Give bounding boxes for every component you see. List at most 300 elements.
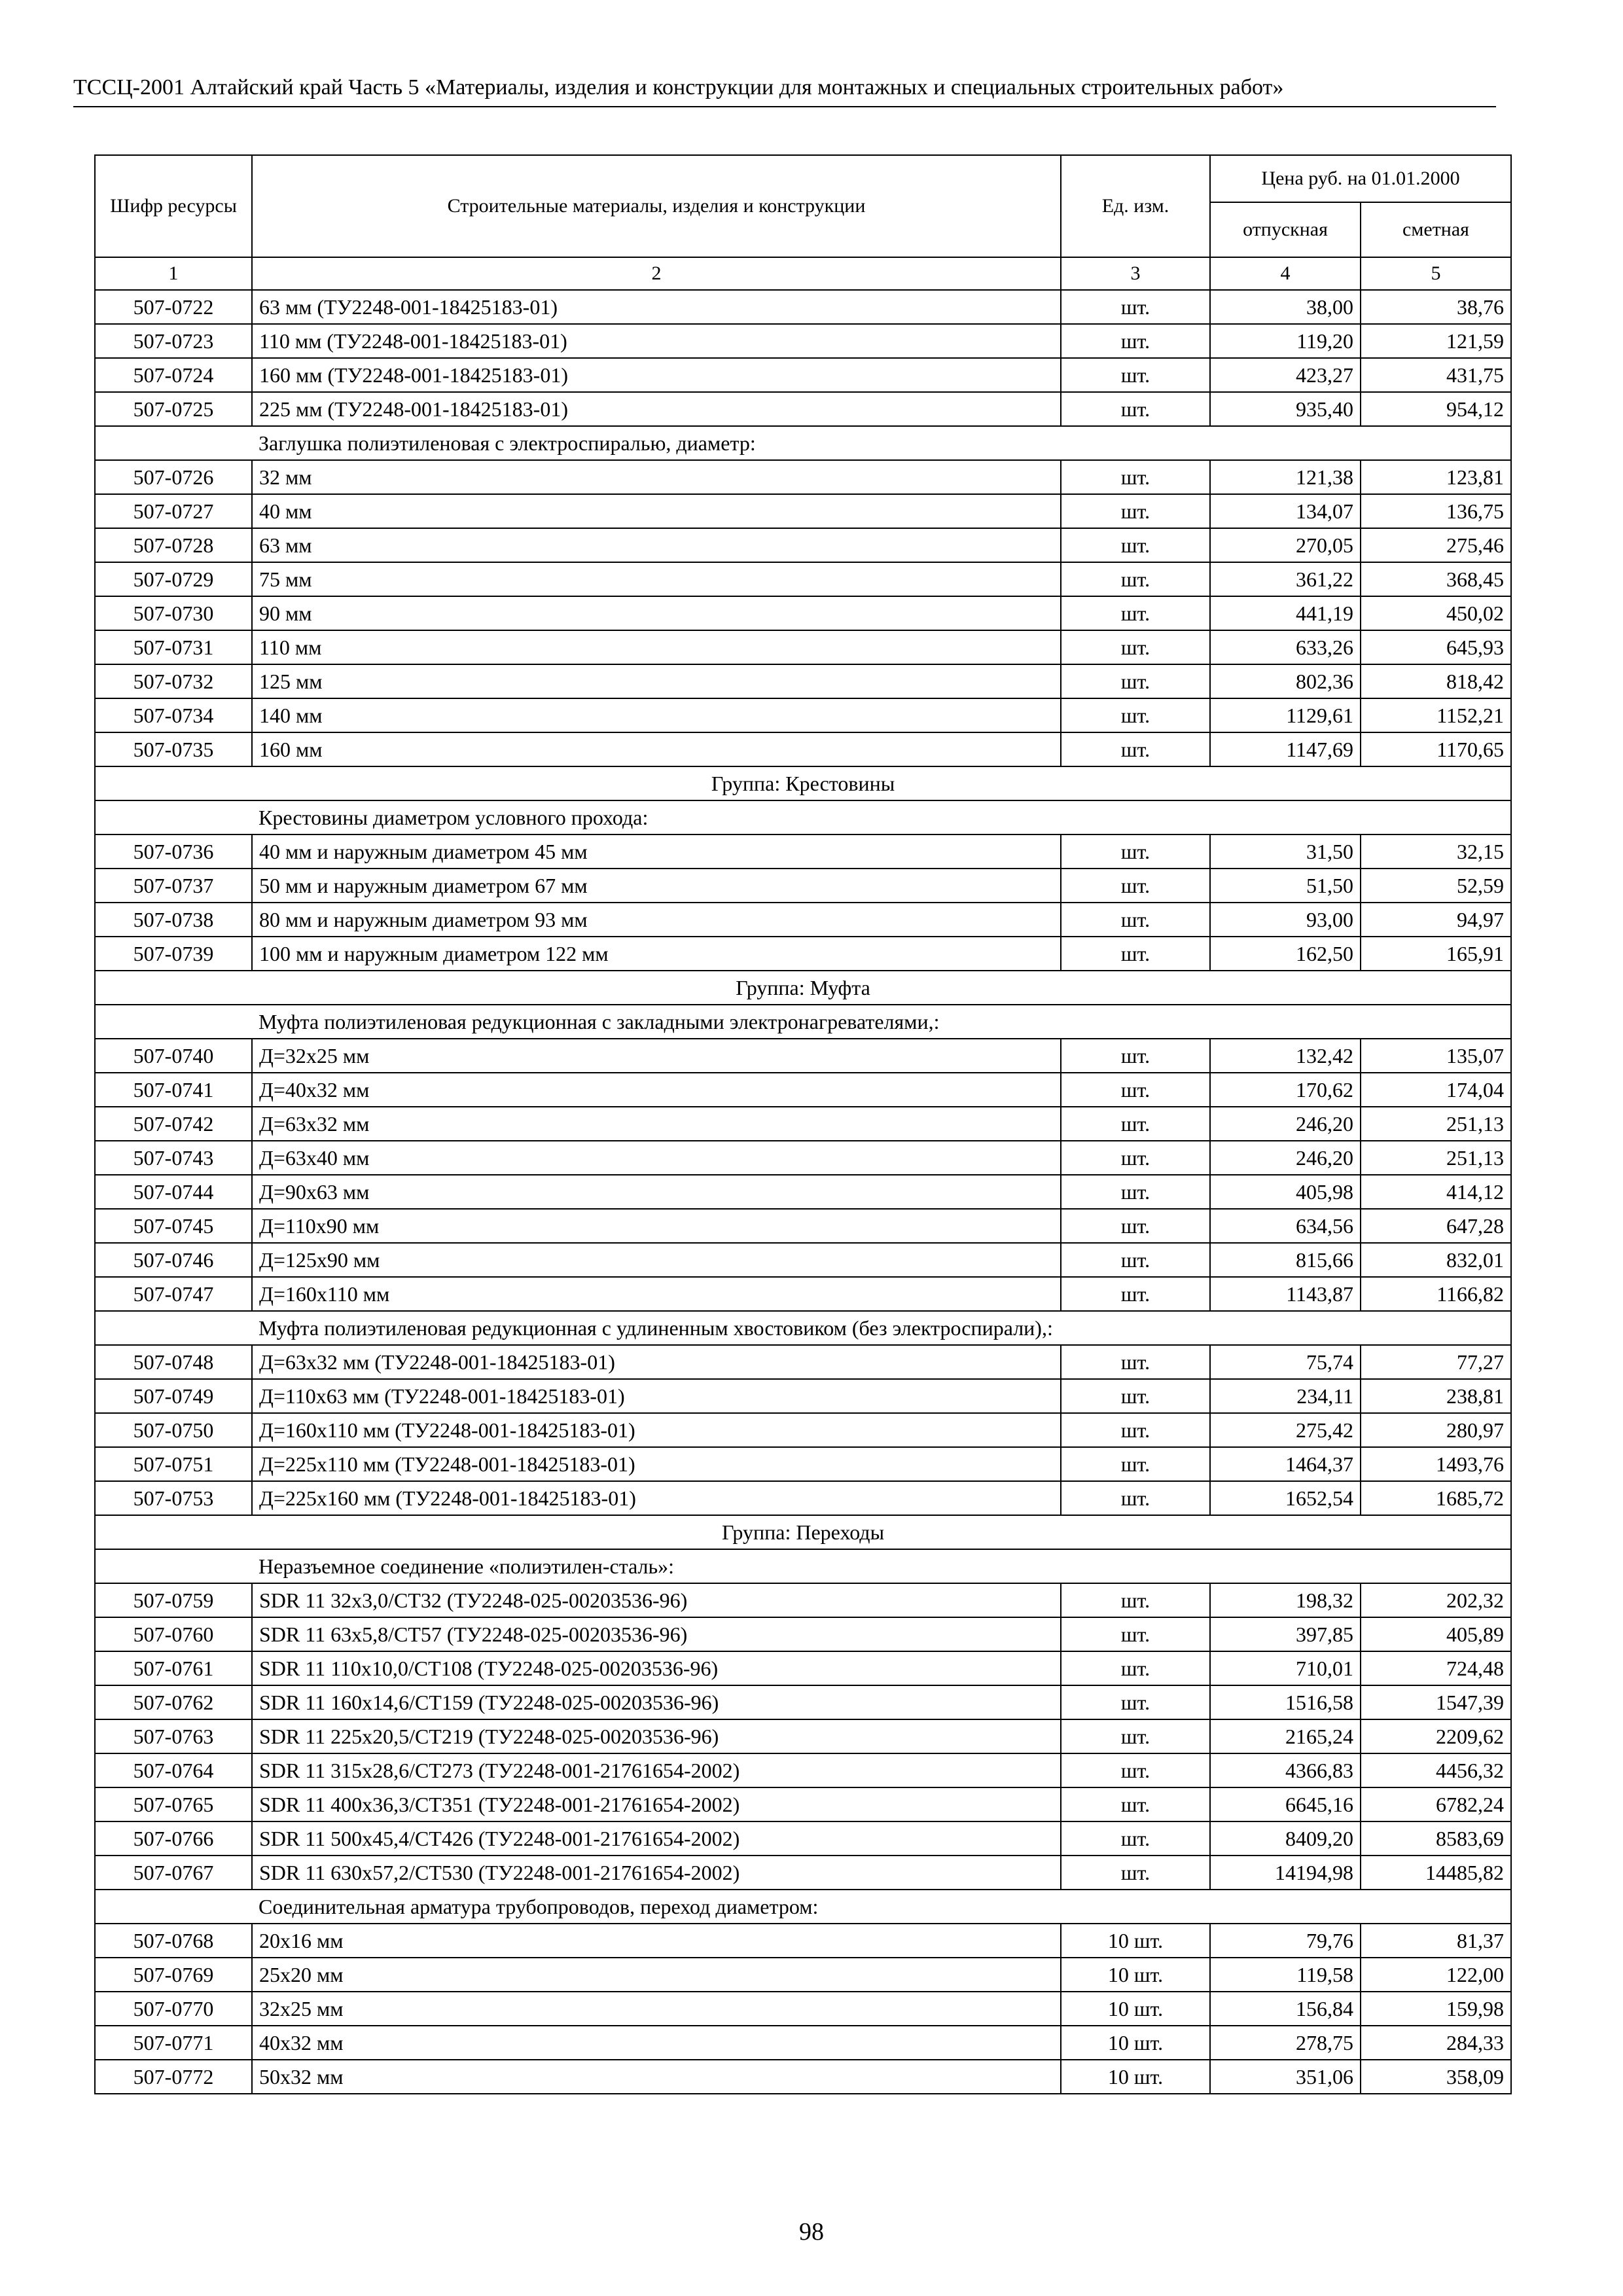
estimate-price: 1547,39 (1361, 1685, 1511, 1719)
table-row (95, 1685, 1511, 1719)
empty-cell (95, 1549, 252, 1583)
unit-of-measure: шт. (1061, 1039, 1210, 1073)
unit-of-measure: шт. (1061, 562, 1210, 596)
material-name: Д=225х160 мм (ТУ2248-001-18425183-01) (252, 1481, 1061, 1515)
material-name: SDR 11 400х36,3/СТ351 (ТУ2248-001-21761654-2002) (252, 1787, 1061, 1821)
estimate-price: 1493,76 (1361, 1447, 1511, 1481)
release-price: 246,20 (1210, 1141, 1361, 1175)
estimate-price: 251,13 (1361, 1141, 1511, 1175)
release-price: 441,19 (1210, 596, 1361, 630)
resource-code: 507-0748 (95, 1345, 252, 1379)
subheading-text: Соединительная арматура трубопроводов, переход диаметром: (252, 1890, 1511, 1924)
resource-code: 507-0747 (95, 1277, 252, 1311)
release-price: 51,50 (1210, 869, 1361, 903)
release-price: 134,07 (1210, 494, 1361, 528)
table-row (95, 528, 1511, 562)
unit-of-measure: шт. (1061, 1243, 1210, 1277)
release-price: 1652,54 (1210, 1481, 1361, 1515)
release-price: 75,74 (1210, 1345, 1361, 1379)
release-price: 423,27 (1210, 358, 1361, 392)
unit-of-measure: шт. (1061, 1481, 1210, 1515)
resource-code: 507-0767 (95, 1856, 252, 1890)
table-row (95, 869, 1511, 903)
table-row (95, 2060, 1511, 2094)
estimate-price: 136,75 (1361, 494, 1511, 528)
unit-of-measure: 10 шт. (1061, 1958, 1210, 1992)
material-name: 63 мм (252, 528, 1061, 562)
material-name: 32 мм (252, 460, 1061, 494)
unit-of-measure: шт. (1061, 1379, 1210, 1413)
unit-of-measure: шт. (1061, 1719, 1210, 1753)
resource-code: 507-0768 (95, 1924, 252, 1958)
unit-of-measure: шт. (1061, 1821, 1210, 1856)
unit-of-measure: шт. (1061, 1073, 1210, 1107)
material-name: Д=63х40 мм (252, 1141, 1061, 1175)
release-price: 79,76 (1210, 1924, 1361, 1958)
material-name: Д=125х90 мм (252, 1243, 1061, 1277)
table-row (95, 1481, 1511, 1515)
unit-of-measure: шт. (1061, 290, 1210, 324)
estimate-price: 954,12 (1361, 392, 1511, 426)
table-row (95, 698, 1511, 732)
release-price: 351,06 (1210, 2060, 1361, 2094)
column-number: 1 (95, 257, 252, 290)
material-name: 110 мм (ТУ2248-001-18425183-01) (252, 324, 1061, 358)
material-name: SDR 11 63х5,8/СТ57 (ТУ2248-025-00203536-96) (252, 1617, 1061, 1651)
subheading-row (95, 1890, 1511, 1924)
estimate-price: 32,15 (1361, 834, 1511, 869)
release-price: 278,75 (1210, 2026, 1361, 2060)
material-name: 40 мм и наружным диаметром 45 мм (252, 834, 1061, 869)
empty-cell (95, 1005, 252, 1039)
resource-code: 507-0770 (95, 1992, 252, 2026)
unit-of-measure: шт. (1061, 494, 1210, 528)
column-number: 4 (1210, 257, 1361, 290)
material-name: SDR 11 500х45,4/СТ426 (ТУ2248-001-21761654-2002) (252, 1821, 1061, 1856)
resource-code: 507-0769 (95, 1958, 252, 1992)
material-name: 140 мм (252, 698, 1061, 732)
estimate-price: 6782,24 (1361, 1787, 1511, 1821)
release-price: 275,42 (1210, 1413, 1361, 1447)
table-row (95, 1107, 1511, 1141)
unit-of-measure: шт. (1061, 937, 1210, 971)
table-row (95, 1924, 1511, 1958)
group-title: Группа: Переходы (95, 1515, 1511, 1549)
table-row (95, 1447, 1511, 1481)
estimate-price: 284,33 (1361, 2026, 1511, 2060)
unit-of-measure: шт. (1061, 1617, 1210, 1651)
release-price: 6645,16 (1210, 1787, 1361, 1821)
subheading-text: Муфта полиэтиленовая редукционная с удлиненным хвостовиком (без электроспирали),: (252, 1311, 1511, 1345)
table-row (95, 1243, 1511, 1277)
table-row (95, 324, 1511, 358)
table-row (95, 2026, 1511, 2060)
subheading-row (95, 426, 1511, 460)
unit-of-measure: 10 шт. (1061, 2026, 1210, 2060)
material-name: 20х16 мм (252, 1924, 1061, 1958)
unit-of-measure: шт. (1061, 698, 1210, 732)
table-row (95, 1413, 1511, 1447)
material-name: 110 мм (252, 630, 1061, 664)
estimate-price: 81,37 (1361, 1924, 1511, 1958)
resource-code: 507-0762 (95, 1685, 252, 1719)
empty-cell (95, 1890, 252, 1924)
subheading-row (95, 800, 1511, 834)
release-price: 270,05 (1210, 528, 1361, 562)
header-unit: Ед. изм. (1061, 155, 1210, 257)
resource-code: 507-0742 (95, 1107, 252, 1141)
unit-of-measure: шт. (1061, 732, 1210, 766)
resource-code: 507-0761 (95, 1651, 252, 1685)
table-row (95, 1958, 1511, 1992)
resource-code: 507-0745 (95, 1209, 252, 1243)
empty-cell (95, 426, 252, 460)
unit-of-measure: шт. (1061, 1651, 1210, 1685)
resource-code: 507-0744 (95, 1175, 252, 1209)
resource-code: 507-0759 (95, 1583, 252, 1617)
resource-code: 507-0765 (95, 1787, 252, 1821)
estimate-price: 818,42 (1361, 664, 1511, 698)
release-price: 4366,83 (1210, 1753, 1361, 1787)
subheading-text: Неразъемное соединение «полиэтилен-сталь»: (252, 1549, 1511, 1583)
estimate-price: 414,12 (1361, 1175, 1511, 1209)
resource-code: 507-0726 (95, 460, 252, 494)
release-price: 156,84 (1210, 1992, 1361, 2026)
resource-code: 507-0760 (95, 1617, 252, 1651)
unit-of-measure: шт. (1061, 358, 1210, 392)
release-price: 162,50 (1210, 937, 1361, 971)
estimate-price: 450,02 (1361, 596, 1511, 630)
material-name: 50 мм и наружным диаметром 67 мм (252, 869, 1061, 903)
estimate-price: 368,45 (1361, 562, 1511, 596)
material-name: SDR 11 32х3,0/СТ32 (ТУ2248-025-00203536-96) (252, 1583, 1061, 1617)
unit-of-measure: шт. (1061, 1787, 1210, 1821)
table-row (95, 732, 1511, 766)
estimate-price: 431,75 (1361, 358, 1511, 392)
estimate-price: 135,07 (1361, 1039, 1511, 1073)
unit-of-measure: шт. (1061, 1345, 1210, 1379)
table-row (95, 1175, 1511, 1209)
material-name: 90 мм (252, 596, 1061, 630)
resource-code: 507-0722 (95, 290, 252, 324)
resource-code: 507-0731 (95, 630, 252, 664)
estimate-price: 202,32 (1361, 1583, 1511, 1617)
material-name: 40х32 мм (252, 2026, 1061, 2060)
estimate-price: 238,81 (1361, 1379, 1511, 1413)
table-row (95, 494, 1511, 528)
column-number: 2 (252, 257, 1061, 290)
estimate-price: 358,09 (1361, 2060, 1511, 2094)
table-row (95, 1039, 1511, 1073)
release-price: 170,62 (1210, 1073, 1361, 1107)
estimate-price: 94,97 (1361, 903, 1511, 937)
resource-code: 507-0734 (95, 698, 252, 732)
material-name: Д=40х32 мм (252, 1073, 1061, 1107)
resource-code: 507-0772 (95, 2060, 252, 2094)
release-price: 119,20 (1210, 324, 1361, 358)
unit-of-measure: шт. (1061, 1685, 1210, 1719)
estimate-price: 52,59 (1361, 869, 1511, 903)
table-row (95, 1821, 1511, 1856)
header-price-group: Цена руб. на 01.01.2000 (1210, 155, 1511, 202)
release-price: 633,26 (1210, 630, 1361, 664)
release-price: 234,11 (1210, 1379, 1361, 1413)
release-price: 1147,69 (1210, 732, 1361, 766)
resource-code: 507-0729 (95, 562, 252, 596)
estimate-price: 1170,65 (1361, 732, 1511, 766)
header-price-estimate: сметная (1361, 202, 1511, 257)
estimate-price: 4456,32 (1361, 1753, 1511, 1787)
release-price: 815,66 (1210, 1243, 1361, 1277)
unit-of-measure: шт. (1061, 528, 1210, 562)
release-price: 397,85 (1210, 1617, 1361, 1651)
resource-code: 507-0723 (95, 324, 252, 358)
estimate-price: 832,01 (1361, 1243, 1511, 1277)
estimate-price: 405,89 (1361, 1617, 1511, 1651)
resource-code: 507-0764 (95, 1753, 252, 1787)
resource-code: 507-0750 (95, 1413, 252, 1447)
empty-cell (95, 1311, 252, 1345)
release-price: 198,32 (1210, 1583, 1361, 1617)
estimate-price: 165,91 (1361, 937, 1511, 971)
estimate-price: 122,00 (1361, 1958, 1511, 1992)
material-name: Д=32х25 мм (252, 1039, 1061, 1073)
release-price: 710,01 (1210, 1651, 1361, 1685)
estimate-price: 1685,72 (1361, 1481, 1511, 1515)
resource-code: 507-0741 (95, 1073, 252, 1107)
resource-code: 507-0738 (95, 903, 252, 937)
table-row (95, 1992, 1511, 2026)
release-price: 802,36 (1210, 664, 1361, 698)
resource-code: 507-0725 (95, 392, 252, 426)
subheading-text: Муфта полиэтиленовая редукционная с закладными электронагревателями,: (252, 1005, 1511, 1039)
material-name: 50х32 мм (252, 2060, 1061, 2094)
release-price: 1464,37 (1210, 1447, 1361, 1481)
resource-code: 507-0730 (95, 596, 252, 630)
group-title: Группа: Муфта (95, 971, 1511, 1005)
release-price: 405,98 (1210, 1175, 1361, 1209)
table-row (95, 834, 1511, 869)
unit-of-measure: шт. (1061, 1107, 1210, 1141)
estimate-price: 38,76 (1361, 290, 1511, 324)
table-row (95, 392, 1511, 426)
subheading-text: Заглушка полиэтиленовая с электроспиралью, диаметр: (252, 426, 1511, 460)
release-price: 1143,87 (1210, 1277, 1361, 1311)
table-row (95, 596, 1511, 630)
unit-of-measure: шт. (1061, 834, 1210, 869)
group-row (95, 1515, 1511, 1549)
table-row (95, 664, 1511, 698)
material-name: 225 мм (ТУ2248-001-18425183-01) (252, 392, 1061, 426)
release-price: 2165,24 (1210, 1719, 1361, 1753)
release-price: 935,40 (1210, 392, 1361, 426)
header-price-release: отпускная (1210, 202, 1361, 257)
unit-of-measure: шт. (1061, 903, 1210, 937)
unit-of-measure: 10 шт. (1061, 1992, 1210, 2026)
material-name: SDR 11 630х57,2/СТ530 (ТУ2248-001-21761654-2002) (252, 1856, 1061, 1890)
table-row (95, 903, 1511, 937)
estimate-price: 645,93 (1361, 630, 1511, 664)
material-name: 25х20 мм (252, 1958, 1061, 1992)
table-row (95, 290, 1511, 324)
unit-of-measure: шт. (1061, 664, 1210, 698)
table-row (95, 1856, 1511, 1890)
subheading-row (95, 1549, 1511, 1583)
estimate-price: 1166,82 (1361, 1277, 1511, 1311)
table-row (95, 1719, 1511, 1753)
resource-code: 507-0740 (95, 1039, 252, 1073)
unit-of-measure: шт. (1061, 630, 1210, 664)
resource-code: 507-0743 (95, 1141, 252, 1175)
estimate-price: 280,97 (1361, 1413, 1511, 1447)
table-row (95, 1209, 1511, 1243)
table-row (95, 937, 1511, 971)
unit-of-measure: шт. (1061, 1277, 1210, 1311)
table-row (95, 1651, 1511, 1685)
document-header: ТССЦ-2001 Алтайский край Часть 5 «Материалы, изделия и конструкции для монтажных и специальных строительных работ» (73, 72, 1496, 107)
unit-of-measure: шт. (1061, 1209, 1210, 1243)
estimate-price: 8583,69 (1361, 1821, 1511, 1856)
material-name: 125 мм (252, 664, 1061, 698)
release-price: 246,20 (1210, 1107, 1361, 1141)
estimate-price: 251,13 (1361, 1107, 1511, 1141)
material-name: 160 мм (ТУ2248-001-18425183-01) (252, 358, 1061, 392)
resource-code: 507-0753 (95, 1481, 252, 1515)
unit-of-measure: шт. (1061, 460, 1210, 494)
resource-code: 507-0736 (95, 834, 252, 869)
estimate-price: 174,04 (1361, 1073, 1511, 1107)
unit-of-measure: 10 шт. (1061, 1924, 1210, 1958)
resource-code: 507-0728 (95, 528, 252, 562)
material-name: Д=63х32 мм (252, 1107, 1061, 1141)
unit-of-measure: шт. (1061, 324, 1210, 358)
group-row (95, 766, 1511, 800)
table-row (95, 562, 1511, 596)
release-price: 31,50 (1210, 834, 1361, 869)
material-name: 80 мм и наружным диаметром 93 мм (252, 903, 1061, 937)
table-row (95, 1753, 1511, 1787)
material-name: 160 мм (252, 732, 1061, 766)
material-name: Д=160х110 мм (ТУ2248-001-18425183-01) (252, 1413, 1061, 1447)
release-price: 634,56 (1210, 1209, 1361, 1243)
unit-of-measure: шт. (1061, 1175, 1210, 1209)
unit-of-measure: шт. (1061, 1856, 1210, 1890)
estimate-price: 159,98 (1361, 1992, 1511, 2026)
release-price: 93,00 (1210, 903, 1361, 937)
material-name: Д=63х32 мм (ТУ2248-001-18425183-01) (252, 1345, 1061, 1379)
table-row (95, 1141, 1511, 1175)
unit-of-measure: шт. (1061, 392, 1210, 426)
column-number: 3 (1061, 257, 1210, 290)
resource-code: 507-0771 (95, 2026, 252, 2060)
material-name: 63 мм (ТУ2248-001-18425183-01) (252, 290, 1061, 324)
release-price: 119,58 (1210, 1958, 1361, 1992)
estimate-price: 1152,21 (1361, 698, 1511, 732)
material-name: Д=225х110 мм (ТУ2248-001-18425183-01) (252, 1447, 1061, 1481)
material-name: SDR 11 315х28,6/СТ273 (ТУ2248-001-21761654-2002) (252, 1753, 1061, 1787)
table-row (95, 1787, 1511, 1821)
unit-of-measure: шт. (1061, 596, 1210, 630)
resource-code: 507-0739 (95, 937, 252, 971)
header-code: Шифр ресурсы (95, 155, 252, 257)
release-price: 361,22 (1210, 562, 1361, 596)
estimate-price: 724,48 (1361, 1651, 1511, 1685)
estimate-price: 647,28 (1361, 1209, 1511, 1243)
release-price: 8409,20 (1210, 1821, 1361, 1856)
resource-code: 507-0763 (95, 1719, 252, 1753)
material-name: SDR 11 110х10,0/СТ108 (ТУ2248-025-00203536-96) (252, 1651, 1061, 1685)
material-name: 40 мм (252, 494, 1061, 528)
material-name: Д=160х110 мм (252, 1277, 1061, 1311)
resource-code: 507-0735 (95, 732, 252, 766)
group-title: Группа: Крестовины (95, 766, 1511, 800)
table-body (95, 257, 1511, 2094)
page-number: 98 (799, 2218, 824, 2246)
resource-code: 507-0724 (95, 358, 252, 392)
table-row (95, 1073, 1511, 1107)
subheading-text: Крестовины диаметром условного прохода: (252, 800, 1511, 834)
unit-of-measure: шт. (1061, 1583, 1210, 1617)
table-row (95, 460, 1511, 494)
table-row (95, 1583, 1511, 1617)
subheading-row (95, 1005, 1511, 1039)
table-row (95, 1345, 1511, 1379)
resource-code: 507-0751 (95, 1447, 252, 1481)
unit-of-measure: шт. (1061, 1447, 1210, 1481)
material-name: 75 мм (252, 562, 1061, 596)
price-table (94, 154, 1512, 2094)
estimate-price: 121,59 (1361, 324, 1511, 358)
release-price: 1129,61 (1210, 698, 1361, 732)
resource-code: 507-0737 (95, 869, 252, 903)
column-number: 5 (1361, 257, 1511, 290)
table-row (95, 630, 1511, 664)
unit-of-measure: шт. (1061, 1141, 1210, 1175)
resource-code: 507-0766 (95, 1821, 252, 1856)
estimate-price: 2209,62 (1361, 1719, 1511, 1753)
release-price: 38,00 (1210, 290, 1361, 324)
release-price: 1516,58 (1210, 1685, 1361, 1719)
table-row (95, 1617, 1511, 1651)
material-name: Д=90х63 мм (252, 1175, 1061, 1209)
material-name: 100 мм и наружным диаметром 122 мм (252, 937, 1061, 971)
resource-code: 507-0746 (95, 1243, 252, 1277)
header-name: Строительные материалы, изделия и конструкции (252, 155, 1061, 257)
material-name: SDR 11 160х14,6/СТ159 (ТУ2248-025-00203536-96) (252, 1685, 1061, 1719)
resource-code: 507-0749 (95, 1379, 252, 1413)
unit-of-measure: шт. (1061, 869, 1210, 903)
resource-code: 507-0732 (95, 664, 252, 698)
material-name: SDR 11 225х20,5/СТ219 (ТУ2248-025-00203536-96) (252, 1719, 1061, 1753)
unit-of-measure: шт. (1061, 1753, 1210, 1787)
estimate-price: 14485,82 (1361, 1856, 1511, 1890)
empty-cell (95, 800, 252, 834)
resource-code: 507-0727 (95, 494, 252, 528)
material-name: Д=110х63 мм (ТУ2248-001-18425183-01) (252, 1379, 1061, 1413)
column-number-row (95, 257, 1511, 290)
estimate-price: 123,81 (1361, 460, 1511, 494)
release-price: 14194,98 (1210, 1856, 1361, 1890)
group-row (95, 971, 1511, 1005)
material-name: Д=110х90 мм (252, 1209, 1061, 1243)
release-price: 132,42 (1210, 1039, 1361, 1073)
table-row (95, 1379, 1511, 1413)
release-price: 121,38 (1210, 460, 1361, 494)
table-row (95, 358, 1511, 392)
estimate-price: 275,46 (1361, 528, 1511, 562)
unit-of-measure: 10 шт. (1061, 2060, 1210, 2094)
table-row (95, 1277, 1511, 1311)
